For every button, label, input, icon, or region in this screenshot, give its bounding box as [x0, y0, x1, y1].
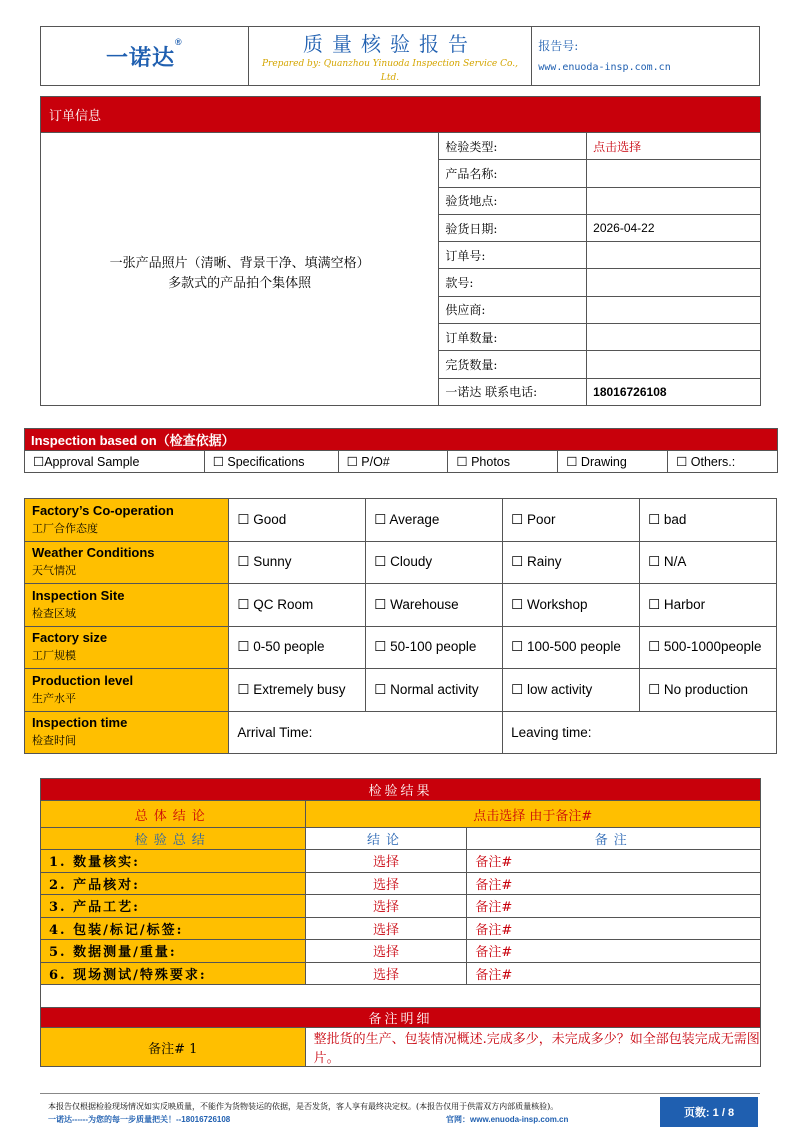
weather-sunny-checkbox[interactable]: ☐ Sunny — [229, 541, 366, 584]
inspection-basis-title: Inspection based on（检查依据） — [25, 429, 778, 451]
result-note[interactable]: 备注# — [467, 917, 761, 940]
finished-quantity-field[interactable] — [587, 351, 761, 378]
order-label: 款号: — [439, 269, 587, 296]
result-select[interactable]: 选择 — [305, 872, 467, 895]
overall-conclusion-select[interactable]: 点击选择 由于备注# — [305, 801, 760, 828]
col-conclusion-header: 结论 — [305, 828, 467, 850]
order-label: 产品名称: — [439, 160, 587, 187]
photo-instruction-2: 多款式的产品拍个集体照 — [168, 275, 312, 291]
size-100-500-checkbox[interactable]: ☐ 100-500 people — [503, 626, 640, 669]
cooperation-poor-checkbox[interactable]: ☐ Poor — [503, 499, 640, 542]
footer-disclaimer: 本报告仅根据检验现场情况如实反映质量，不能作为货物装运的依据，是否发货，客人享有最终决定权。(本报告仅用于供需双方内部质量核验)。 — [48, 1102, 559, 1111]
condition-label-en: Factory’s Co-operation — [32, 502, 174, 518]
condition-label — [25, 584, 229, 627]
result-item-label: 4. 包装/标记/标签: — [41, 917, 306, 940]
report-no-cell — [532, 27, 760, 86]
condition-label-cn: 工厂规模 — [32, 649, 76, 663]
result-item-label: 6. 现场测试/特殊要求: — [41, 962, 306, 985]
order-label: 检验类型: — [439, 133, 587, 160]
production-low-checkbox[interactable]: ☐ low activity — [503, 669, 640, 712]
order-info-table — [40, 96, 761, 406]
condition-label — [25, 711, 229, 754]
condition-label-cn: 工厂合作态度 — [32, 521, 98, 535]
order-label: 验货地点: — [439, 187, 587, 214]
blank-row — [41, 985, 761, 1008]
condition-label-cn: 天气情况 — [32, 564, 76, 578]
site-qc-room-checkbox[interactable]: ☐ QC Room — [229, 584, 366, 627]
site-warehouse-checkbox[interactable]: ☐ Warehouse — [366, 584, 503, 627]
logo-cell — [41, 27, 249, 86]
production-normal-checkbox[interactable]: ☐ Normal activity — [366, 669, 503, 712]
result-note[interactable]: 备注# — [467, 962, 761, 985]
order-label: 订单数量: — [439, 324, 587, 351]
condition-label-en: Weather Conditions — [32, 545, 155, 561]
notes-detail-title: 备注明细 — [41, 1008, 761, 1028]
result-item-label: 1. 数量核实: — [41, 850, 306, 873]
title-cell — [248, 27, 532, 86]
product-name-field[interactable] — [587, 160, 761, 187]
weather-na-checkbox[interactable]: ☐ N/A — [640, 541, 777, 584]
condition-label-en: Production level — [32, 672, 134, 688]
weather-cloudy-checkbox[interactable]: ☐ Cloudy — [366, 541, 503, 584]
result-select[interactable]: 选择 — [305, 850, 467, 873]
result-note[interactable]: 备注# — [467, 850, 761, 873]
result-note[interactable]: 备注# — [467, 940, 761, 963]
supplier-field[interactable] — [587, 296, 761, 323]
production-busy-checkbox[interactable]: ☐ Extremely busy — [229, 669, 366, 712]
size-500-1000-checkbox[interactable]: ☐ 500-1000people — [640, 626, 777, 669]
result-select[interactable]: 选择 — [305, 962, 467, 985]
order-label: 订单号: — [439, 242, 587, 269]
condition-label — [25, 669, 229, 712]
result-item-label: 3. 产品工艺: — [41, 895, 306, 918]
report-title: 质量核验报告 — [302, 31, 477, 56]
col-note-header: 备注 — [467, 828, 761, 850]
note-1-text[interactable]: 整批货的生产、包装情况概述.完成多少，未完成多少？如全部包装完成无需图片。 — [305, 1028, 760, 1067]
page-number: 页数: 1 / 8 — [660, 1097, 758, 1127]
order-info-title: 订单信息 — [41, 97, 761, 133]
product-photo-placeholder[interactable] — [41, 133, 439, 406]
cooperation-good-checkbox[interactable]: ☐ Good — [229, 499, 366, 542]
footer-website-link[interactable]: 官网：www.enuoda-insp.com.cn — [446, 1115, 569, 1124]
company-logo: 一诺达® — [106, 36, 183, 70]
result-select[interactable]: 选择 — [305, 940, 467, 963]
basis-po-checkbox[interactable]: ☐ P/O# — [338, 451, 448, 473]
result-select[interactable]: 选择 — [305, 917, 467, 940]
basis-others-checkbox[interactable]: ☐ Others.: — [668, 451, 778, 473]
order-number-field[interactable] — [587, 242, 761, 269]
basis-drawing-checkbox[interactable]: ☐ Drawing — [558, 451, 668, 473]
basis-approval-sample-checkbox[interactable]: ☐Approval Sample — [25, 451, 205, 473]
result-item-label: 2. 产品核对: — [41, 872, 306, 895]
prepared-by: Prepared by: Quanzhou Yinuoda Inspection Service Co., Ltd. — [262, 58, 518, 83]
condition-label — [25, 626, 229, 669]
inspection-basis-table — [24, 428, 778, 473]
order-label: 完货数量: — [439, 351, 587, 378]
order-label: 供应商: — [439, 296, 587, 323]
order-quantity-field[interactable] — [587, 324, 761, 351]
weather-rainy-checkbox[interactable]: ☐ Rainy — [503, 541, 640, 584]
arrival-time-field[interactable]: Arrival Time: — [229, 711, 503, 754]
order-label: 一诺达 联系电话: — [439, 378, 587, 405]
condition-label-en: Inspection Site — [32, 587, 125, 603]
order-label: 验货日期: — [439, 214, 587, 241]
condition-label — [25, 499, 229, 542]
basis-photos-checkbox[interactable]: ☐ Photos — [448, 451, 558, 473]
result-note[interactable]: 备注# — [467, 872, 761, 895]
inspection-date-field[interactable]: 2026-04-22 — [587, 214, 761, 241]
result-select[interactable]: 选择 — [305, 895, 467, 918]
cooperation-bad-checkbox[interactable]: ☐ bad — [640, 499, 777, 542]
condition-label-cn: 检查时间 — [32, 734, 76, 748]
condition-label — [25, 541, 229, 584]
leaving-time-field[interactable]: Leaving time: — [503, 711, 777, 754]
inspection-results-table — [40, 778, 761, 1067]
cooperation-average-checkbox[interactable]: ☐ Average — [366, 499, 503, 542]
style-number-field[interactable] — [587, 269, 761, 296]
inspection-location-field[interactable] — [587, 187, 761, 214]
result-item-label: 5. 数据测量/重量: — [41, 940, 306, 963]
result-note[interactable]: 备注# — [467, 895, 761, 918]
factory-conditions-table — [24, 498, 777, 754]
site-workshop-checkbox[interactable]: ☐ Workshop — [503, 584, 640, 627]
condition-label-cn: 检查区域 — [32, 606, 76, 620]
size-50-100-checkbox[interactable]: ☐ 50-100 people — [366, 626, 503, 669]
results-title: 检验结果 — [41, 779, 761, 801]
production-none-checkbox[interactable]: ☐ No production — [640, 669, 777, 712]
photo-instruction-1: 一张产品照片（清晰、背景干净、填满空格） — [109, 255, 370, 271]
basis-specifications-checkbox[interactable]: ☐ Specifications — [204, 451, 338, 473]
inspection-type-select[interactable]: 点击选择 — [587, 133, 761, 160]
report-header — [40, 26, 760, 86]
overall-conclusion-label: 总体结论 — [41, 801, 306, 828]
condition-label-en: Factory size — [32, 630, 108, 646]
contact-phone: 18016726108 — [587, 378, 761, 405]
note-1-label: 备注# 1 — [41, 1028, 306, 1067]
site-harbor-checkbox[interactable]: ☐ Harbor — [640, 584, 777, 627]
footer-slogan: 一诺达------为您的每一步质量把关！--18016726108 — [48, 1115, 231, 1124]
condition-label-cn: 生产水平 — [32, 691, 76, 705]
header-website: www.enuoda-insp.com.cn — [538, 62, 671, 73]
col-summary-header: 检验总结 — [41, 828, 306, 850]
condition-label-en: Inspection time — [32, 715, 128, 731]
size-0-50-checkbox[interactable]: ☐ 0-50 people — [229, 626, 366, 669]
report-no-label: 报告号: — [538, 39, 579, 53]
